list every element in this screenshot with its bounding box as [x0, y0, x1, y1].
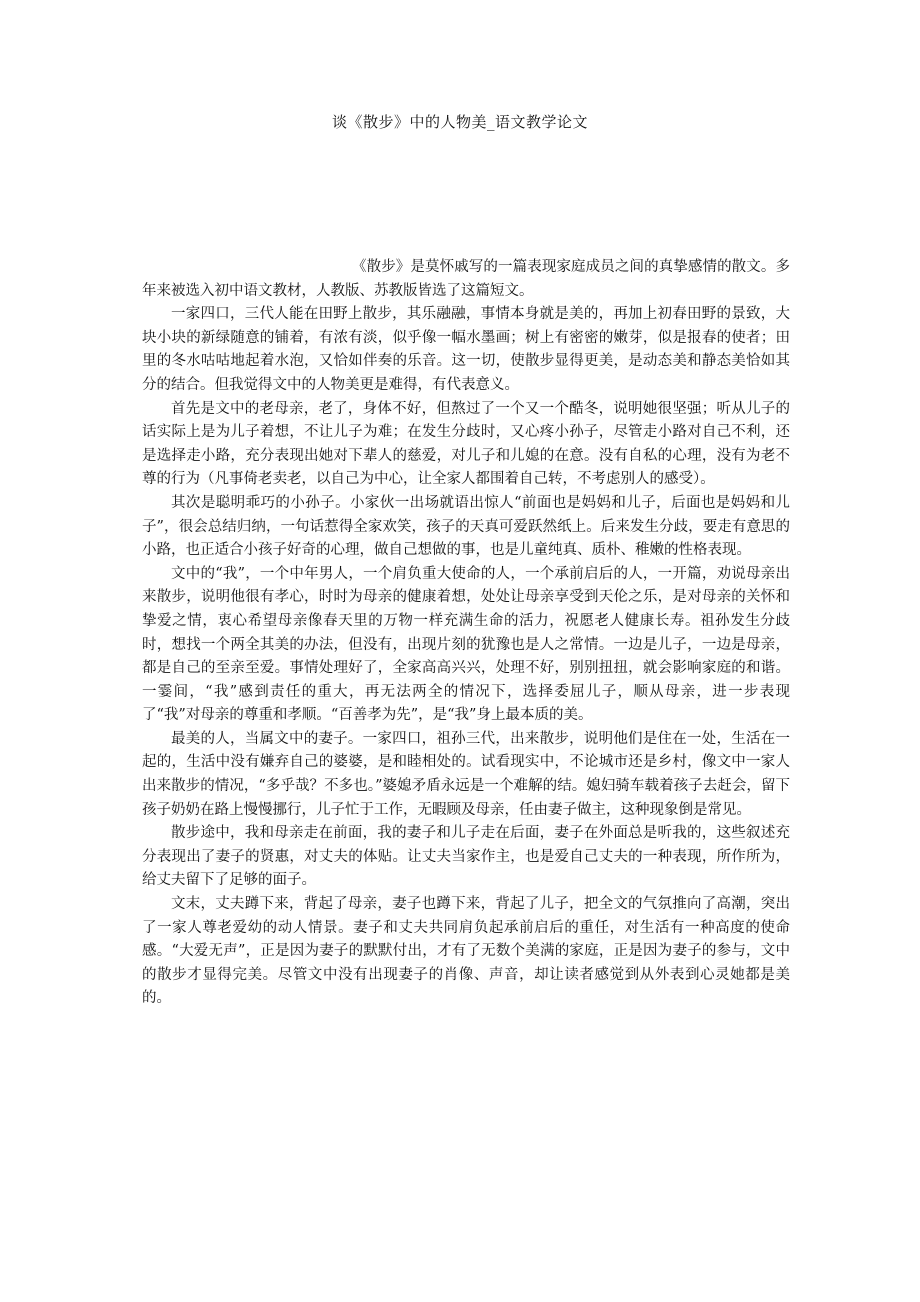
paragraph-scenery: 一家四口，三代人能在田野上散步，其乐融融，事情本身就是美的，再加上初春田野的景致，大块小块的新绿随意的铺着，有浓有淡，似乎像一幅水墨画；树上有密密的嫩芽，似是报春的使者；田里的冬水咕咕地起着水泡，又恰如伴奏的乐音。这一切，使散步显得更美，是动态美和静态美恰如其分的结合。但我觉得文中的人物美更是难得，有代表意义。: [142, 306, 790, 393]
paragraph-walk: 散步途中，我和母亲走在前面，我的妻子和儿子走在后面，妻子在外面总是听我的，这些叙述充分表现出了妻子的贤惠，对丈夫的体贴。让丈夫当家作主，也是爱自己丈夫的一种表现，所作所为，给丈夫留下了足够的面子。: [142, 825, 790, 889]
document-body: [142, 256, 790, 1011]
paragraph-mother: 首先是文中的老母亲，老了，身体不好，但熬过了一个又一个酷冬，说明她很坚强；听从儿子的话实际上是为儿子着想，不让儿子为难；在发生分歧时，又心疼小孙子，尽管走小路对自己不利，还是选择走小路，充分表现出她对下辈人的慈爱，对儿子和儿媳的在意。没有自私的心理，没有为老不尊的行为（凡事倚老卖老，以自己为中心，让全家人都围着自己转，不考虑别人的感受）。: [142, 400, 790, 488]
paragraph-grandson: 其次是聪明乖巧的小孙子。小家伙一出场就语出惊人“前面也是妈妈和儿子，后面也是妈妈和儿子”，很会总结归纳，一句话惹得全家欢笑，孩子的天真可爱跃然纸上。后来发生分歧，要走有意思的小路，也正适合小孩子好奇的心理，做自己想做的事，也是儿童纯真、质朴、稚嫩的性格表现。: [142, 494, 790, 559]
paragraph-narrator: 文中的“我”，一个中年男人，一个肩负重大使命的人，一个承前启后的人，一开篇，劝说母亲出来散步，说明他很有孝心，时时为母亲的健康着想，处处让母亲享受到天伦之乐，是对母亲的关怀和挚爱之情，衷心希望母亲像春天里的万物一样充满生命的活力，祝愿老人健康长寿。祖孙发生分歧时，想找一个两全其美的办法，但没有，出现片刻的犹豫也是人之常情。一边是儿子，一边是母亲，都是自己的至亲至爱。事情处理好了，全家高高兴兴，处理不好，别别扭扭，就会影响家庭的和谐。一霎间，“我”感到责任的重大，再无法两全的情况下，选择委屈儿子，顺从母亲，进一步表现了“我”对母亲的尊重和孝顺。“百善孝为先”，是“我”身上最本质的美。: [142, 565, 790, 724]
paragraph-wife: 最美的人，当属文中的妻子。一家四口，祖孙三代，出来散步，说明他们是住在一处，生活在一起的，生活中没有嫌弃自己的婆婆，是和睦相处的。试看现实中，不论城市还是乡村，像文中一家人出来散步的情况，“多乎哉？不多也。”婆媳矛盾永远是一个难解的结。媳妇骑车载着孩子去赶会，留下孩子奶奶在路上慢慢挪行，儿子忙于工作，无暇顾及母亲，任由妻子做主，这种现象倒是常见。: [142, 730, 790, 818]
paragraph-ending: 文末，丈夫蹲下来，背起了母亲，妻子也蹲下来，背起了儿子，把全文的气氛推向了高潮，突出了一家人尊老爱幼的动人情景。妻子和丈夫共同肩负起承前启后的重任，对生活有一种高度的使命感。“大爱无声”，正是因为妻子的默默付出，才有了无数个美满的家庭，正是因为妻子的参与，文中的散步才显得完美。尽管文中没有出现妻子的肖像、声音，却让读者感觉到从外表到心灵她都是美的。: [142, 896, 790, 1007]
paragraph-intro: 《散步》是莫怀戚写的一篇表现家庭成员之间的真挚感情的散文。多年来被选入初中语文教材，人教版、苏教版皆选了这篇短文。: [142, 259, 790, 299]
document-title: 谈《散步》中的人物美_语文教学论文: [331, 113, 588, 131]
